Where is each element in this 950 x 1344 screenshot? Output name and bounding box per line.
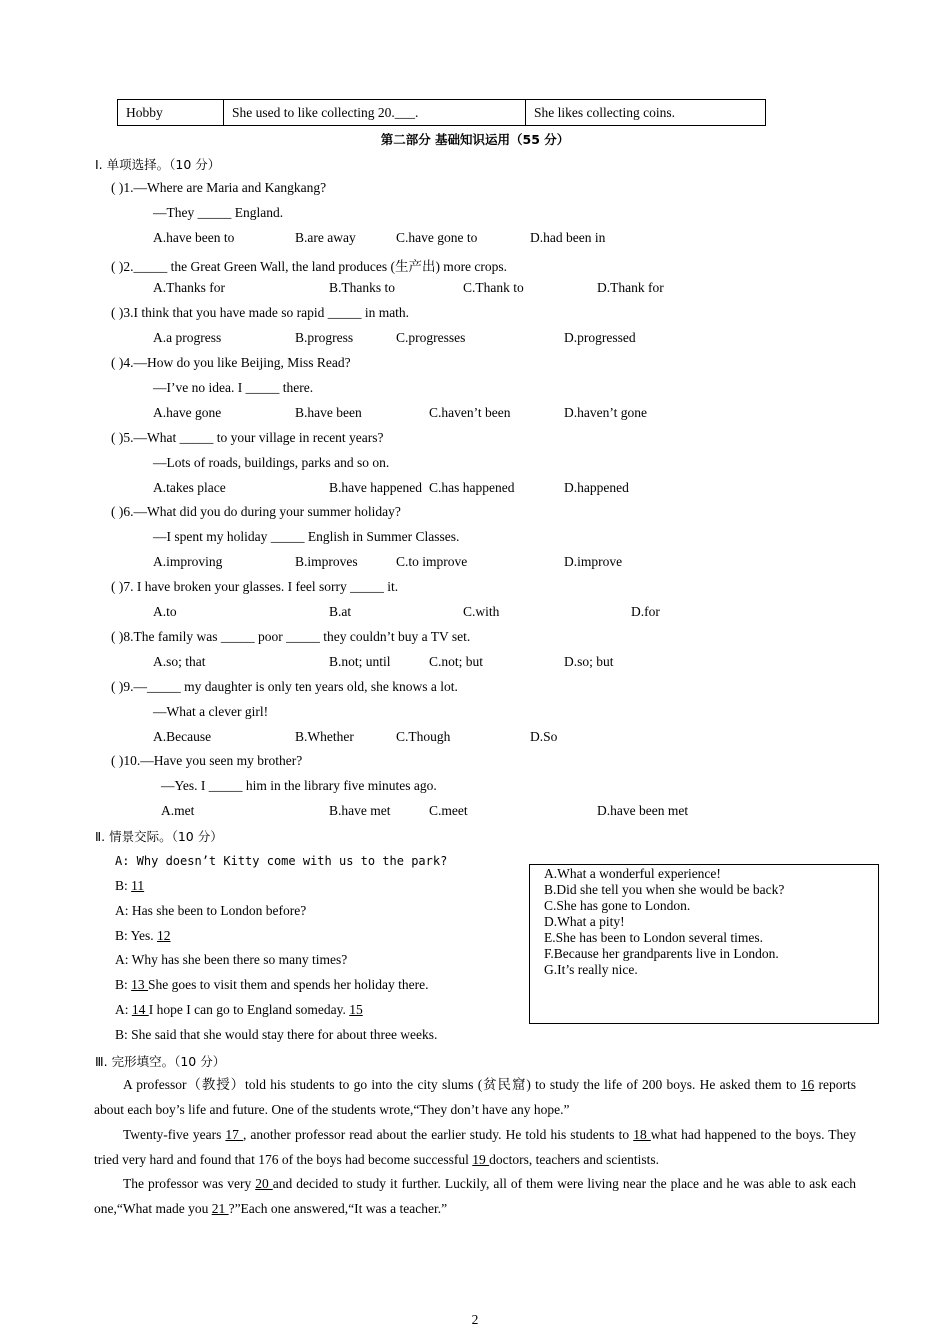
question-10-stem: ( )10.—Have you seen my brother? [111,753,303,768]
question-3-option-a: A.a progress [153,330,222,345]
question-5-stem: ( )5.—What _____ to your village in recent years? [111,430,384,445]
question-9-option-a: A.Because [153,729,212,744]
blank-11: 11 [131,878,145,893]
question-8-option-c: C.not; but [429,654,484,669]
question-6-option-d: D.improve [564,554,623,569]
table-cell: She likes collecting coins. [526,100,766,126]
blank-20: 20 [255,1176,273,1191]
question-3-option-c: C.progresses [396,330,466,345]
question-7-option-a: A.to [153,604,177,619]
option-item: G.It’s really nice. [544,962,638,977]
question-1-stem: ( )1.—Where are Maria and Kangkang? [111,180,327,195]
paragraph-1: A professor（教授）told his students to go into the city slums (贫民窟) to study the life of 200 boys. He asked them to 16 reports about each boy’s life and future. One of the students wrote,“They don’t have any hope.” [94,1077,856,1117]
part-two-title: 第二部分 基础知识运用（55 分） [380,132,570,147]
blank-16: 16 [800,1077,815,1092]
paragraph-2: Twenty-five years 17 , another professor read about the earlier study. He told his students to 18 what had happened to the boys. They tried very hard and found that 176 of the boys had become successful 19 doctors, teachers and scientists. [94,1127,857,1167]
question-5-option-d: D.happened [564,480,629,495]
dialog-line: B: 13 She goes to visit them and spends her holiday there. [115,977,429,992]
question-1-option-a: A.have been to [153,230,235,245]
blank-12: 12 [157,928,171,943]
question-9-option-c: C.Though [396,729,451,744]
question-2-option-c: C.Thank to [463,280,524,295]
question-1-option-d: D.had been in [530,230,606,245]
question-6-option-b: B.improves [295,554,358,569]
option-item: C.She has gone to London. [544,898,691,913]
hobby-table [117,99,766,126]
dialog-line: A: 14 I hope I can go to England someday. 15 [115,1002,363,1017]
blank-19: 19 [472,1152,490,1167]
question-6-option-a: A.improving [153,554,223,569]
question-10-option-d: D.have been met [597,803,689,818]
question-9-stem: ( )9.—_____ my daughter is only ten years old, she knows a lot. [111,679,458,694]
option-item: B.Did she tell you when she would be back? [544,882,785,897]
question-4-stem: ( )4.—How do you like Beijing, Miss Read? [111,355,351,370]
question-3-option-d: D.progressed [564,330,636,345]
blank-21: 21 [211,1201,229,1216]
question-2-option-a: A.Thanks for [153,280,225,295]
question-2-stem: ( )2._____ the Great Green Wall, the land produces (生产出) more crops. [111,259,508,274]
section-three-title: Ⅲ. 完形填空。（10 分） [95,1054,226,1069]
page-number: 2 [471,1312,479,1327]
question-5-option-a: A.takes place [153,480,226,495]
option-item: D.What a pity! [544,914,625,929]
question-3-stem: ( )3.I think that you have made so rapid _____ in math. [111,305,410,320]
blank-17: 17 [225,1127,243,1142]
question-6-option-c: C.to improve [396,554,468,569]
dialog-line: B: She said that she would stay there for about three weeks. [115,1027,438,1042]
paragraph-3: The professor was very 20 and decided to study it further. Luckily, all of them were living near the place and he was able to ask each one,“What made you 21 ?”Each one answered,“It was a teacher.” [94,1176,857,1216]
table-row [118,100,766,126]
question-10-option-c: C.meet [429,803,468,818]
question-5-line2: —Lots of roads, buildings, parks and so on. [153,455,390,470]
question-2-option-d: D.Thank for [597,280,664,295]
question-6-line2: —I spent my holiday _____ English in Summer Classes. [153,529,460,544]
section-two-title: Ⅱ. 情景交际。（10 分） [95,829,223,844]
section-one-title: Ⅰ. 单项选择。（10 分） [95,157,221,172]
question-5-option-b: B.have happened [329,480,422,495]
option-item: F.Because her grandparents live in London. [544,946,779,961]
dialog-line: A: Has she been to London before? [115,903,307,918]
question-4-option-d: D.haven’t gone [564,405,647,420]
blank-13: 13 [131,977,149,992]
question-1-line2: —They _____ England. [153,205,284,220]
table-cell: Hobby [118,100,224,126]
question-4-option-a: A.have gone [153,405,222,420]
question-9-option-d: D.So [530,729,558,744]
blank-15: 15 [349,1002,363,1017]
dialog-line: A: Why has she been there so many times? [115,952,348,967]
dialog-line: B: 11 [115,878,145,893]
question-6-stem: ( )6.—What did you do during your summer holiday? [111,504,401,519]
question-7-stem: ( )7. I have broken your glasses. I feel sorry _____ it. [111,579,399,594]
question-8-option-a: A.so; that [153,654,206,669]
question-3-option-b: B.progress [295,330,354,345]
question-7-option-c: C.with [463,604,500,619]
option-item: E.She has been to London several times. [544,930,763,945]
question-8-option-b: B.not; until [329,654,391,669]
question-4-option-c: C.haven’t been [429,405,511,420]
question-1-option-c: C.have gone to [396,230,478,245]
options-box [529,864,879,1024]
question-8-option-d: D.so; but [564,654,614,669]
question-10-option-a: A.met [161,803,195,818]
question-9-line2: —What a clever girl! [153,704,269,719]
question-4-option-b: B.have been [295,405,362,420]
blank-18: 18 [633,1127,651,1142]
question-7-option-b: B.at [329,604,352,619]
table-cell: She used to like collecting 20.___. [224,100,526,126]
question-2-option-b: B.Thanks to [329,280,395,295]
dialog-line: A: Why doesn’t Kitty come with us to the park? [115,854,448,868]
blank-14: 14 [131,1002,149,1017]
question-1-option-b: B.are away [295,230,356,245]
question-5-option-c: C.has happened [429,480,515,495]
question-10-option-b: B.have met [329,803,391,818]
question-4-line2: —I’ve no idea. I _____ there. [153,380,314,395]
question-10-line2: —Yes. I _____ him in the library five minutes ago. [161,778,437,793]
question-8-stem: ( )8.The family was _____ poor _____ they couldn’t buy a TV set. [111,629,471,644]
dialog-line: B: Yes. 12 [115,928,171,943]
option-item: A.What a wonderful experience! [544,866,721,881]
question-7-option-d: D.for [631,604,660,619]
question-9-option-b: B.Whether [295,729,354,744]
